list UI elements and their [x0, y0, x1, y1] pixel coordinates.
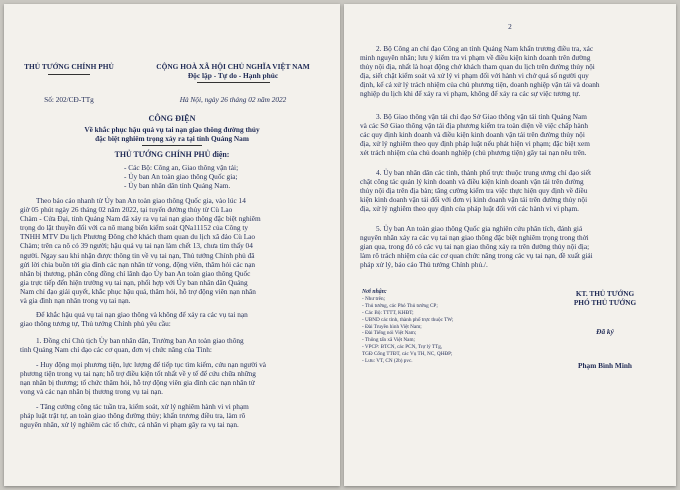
text-line: pháp xử lý, báo cáo Thủ tướng Chính phủ./. — [360, 260, 488, 270]
text-line: Chàm - Cửa Đại, tỉnh Quảng Nam đã xảy ra vụ tai nạn giao thông đặc biệt nghiêm — [20, 214, 261, 224]
header-left-underline — [48, 74, 90, 75]
recipient-item: - Các Bộ: Công an, Giao thông vận tải; — [124, 163, 239, 172]
text-line: chặt công tác quản lý kinh doanh và điều kiện kinh doanh vận tải trên đường — [360, 177, 584, 187]
signed-note: Đã ký — [596, 327, 614, 336]
text-line: vong và các nạn nhân bị thương trong vụ tai nạn. — [20, 387, 163, 397]
recipient-item: - Thông tấn xã Việt Nam; — [362, 337, 415, 344]
text-line: nhân bị thương, phân công đồng chí lãnh đạo Ủy ban An toàn giao thông Quốc — [20, 268, 251, 278]
sender-line: THỦ TƯỚNG CHÍNH PHỦ điện: — [114, 150, 230, 159]
recipient-item: - UBND các tỉnh, thành phố trực thuộc TW; — [362, 316, 454, 323]
text-line: giao thông tương tự, Thủ tướng Chính phủ yêu cầu: — [20, 319, 171, 329]
text-line: gia trực tiếp đến hiện trường vụ tai nạn, phối hợp với Ủy ban nhân dân Quảng — [20, 277, 248, 287]
text-line: gian qua, trong đó có các vụ tai nạn giao thông xảy ra trên đường thủy nội địa; — [360, 242, 590, 252]
text-line: thủy nội địa, nhất là hoạt động chở khách tham quan du lịch trên đường thủy nội — [360, 62, 595, 72]
text-line: 1. Đồng chí Chủ tịch Ủy ban nhân dân, Trưởng ban An toàn giao thông — [36, 336, 244, 345]
recipient-item: - Các Bộ: TTTT, KHĐT; — [362, 309, 414, 316]
text-line: địa, xử lý nghiêm theo quy định của pháp luật đối với các hành vi vi phạm. — [360, 204, 579, 214]
page-number: 2 — [508, 22, 512, 31]
text-line: trọng do lật thuyền đối với ca nô mang biển kiểm soát QNa11152 của Công ty — [20, 223, 249, 233]
document-page-1 — [4, 4, 340, 486]
recipient-item: - Như trên; — [362, 295, 385, 302]
issuing-authority: THỦ TƯỚNG CHÍNH PHỦ — [24, 62, 114, 71]
recipient-item: - Lưu: VT, CN (2b) pvc. — [362, 358, 413, 365]
text-line: 5. Ủy ban An toàn giao thông Quốc gia nghiên cứu phân tích, đánh giá — [376, 224, 583, 233]
text-line: Chàm; trên ca nô có 39 người; hậu quả vụ tai nạn làm chết 13, chưa tìm thấy 04 — [20, 241, 253, 251]
recipient-item: - Thủ tướng, các Phó Thủ tướng CP; — [362, 302, 438, 309]
text-line: - Tăng cường công tác tuần tra, kiểm soát, xử lý nghiêm hành vi vi phạm — [36, 402, 249, 411]
text-line: tỉnh Quảng Nam chỉ đạo các cơ quan, đơn vị chức năng của Tỉnh: — [20, 345, 212, 355]
document-type: CÔNG ĐIỆN — [148, 114, 196, 123]
signature-title-2: PHÓ THỦ TƯỚNG — [573, 298, 637, 307]
paragraph-report — [20, 196, 332, 305]
paragraph-item-5 — [360, 224, 668, 269]
text-line: 3. Bộ Giao thông vận tải chỉ đạo Sở Giao thông vận tải tỉnh Quảng Nam — [376, 112, 587, 121]
text-line: định, kể cả xử lý trách nhiệm của chủ phương tiện, doanh nghiệp vận tải và doanh — [360, 80, 600, 90]
subject-line-1: Về khắc phục hậu quả vụ tai nạn giao thông đường thủy — [84, 125, 260, 134]
paragraph-item-1 — [20, 336, 332, 354]
text-line: người. Ngay sau khi nhận được thông tin về vụ tai nạn, Thủ tướng Chính phủ đã — [20, 250, 255, 260]
text-line: TNHH MTV Du lịch Phương Đông chở khách tham quan du lịch xã đảo Cù Lao — [20, 232, 256, 242]
recipient-item: - Ủy ban An toàn giao thông Quốc gia; — [124, 172, 238, 182]
place-date: Hà Nội, ngày 26 tháng 02 năm 2022 — [179, 95, 287, 104]
text-line: xét trách nhiệm của chủ doanh nghiệp (chủ phương tiện) gây tai nạn nêu trên. — [360, 148, 587, 158]
text-line: Theo báo cáo nhanh từ Ủy ban An toàn giao thông Quốc gia, vào lúc 14 — [36, 196, 246, 205]
text-line: và các Sở Giao thông vận tải địa phương kiểm tra toàn diện về việc chấp hành — [360, 121, 589, 131]
header-right-underline — [197, 82, 270, 83]
recipient-item: - Đài Truyền hình Việt Nam; — [362, 323, 422, 330]
text-line: địa, siết chặt kiểm soát và xử lý vi phạm đối với hành vi chở quá số người quy — [360, 71, 589, 81]
text-line: - Huy động mọi phương tiện, lực lượng để tiếp tục tìm kiếm, cứu nạn người và — [36, 360, 266, 369]
text-line: làm rõ trách nhiệm của các cơ quan chức năng trong các vụ tai nạn, đề xuất giải — [360, 251, 593, 261]
national-title: CỘNG HOÀ XÃ HỘI CHỦ NGHĨA VIỆT NAM — [156, 62, 310, 71]
text-line: gửi lời chia buồn tới gia đình các nạn nhân tử vong, động viên, thăm hỏi các nạn — [20, 259, 256, 269]
text-line: Nam chỉ đạo giải quyết, khắc phục hậu quả, thăm hỏi, hỗ trợ động viên nạn nhân — [20, 286, 256, 296]
text-line: địa, xử lý nghiêm theo quy định pháp luật nếu phát hiện vi phạm; đặc biệt xem — [360, 139, 590, 149]
text-line: phương tiện trong vụ tai nạn; hỗ trợ điều kiện tốt nhất về y tế để cứu chữa những — [20, 369, 256, 379]
recipient-item: TGĐ Cổng TTĐT, các Vụ TH, NC, QHĐP; — [362, 351, 453, 358]
subject-line-2: đặc biệt nghiêm trọng xảy ra tại tỉnh Quảng Nam — [95, 134, 249, 143]
paragraph-item-1a — [20, 360, 332, 396]
recipient-item: - VPCP: BTCN, các PCN, Trợ lý TTg, — [362, 344, 443, 351]
text-line: minh nguyên nhân; lưu ý kiểm tra vi phạm về điều kiện kinh doanh trên đường — [360, 53, 591, 63]
paragraph-request-intro — [20, 310, 332, 328]
text-line: nguyên nhân xảy ra các vụ tai nạn giao thông đặc biệt nghiêm trọng trong thời — [360, 233, 589, 243]
signature-title-1: KT. THỦ TƯỚNG — [575, 289, 635, 298]
recipients-title: Nơi nhận: — [362, 289, 387, 295]
text-line: nghiệp du lịch khi để xảy ra vi phạm, không để xảy ra các sự việc tương tự. — [360, 89, 581, 99]
text-line: và gia đình nạn nhân trong vụ tai nạn. — [20, 296, 131, 306]
paragraph-item-3 — [360, 112, 668, 157]
text-line: pháp luật trật tự, an toàn giao thông đường thủy; khẩn trương điều tra, làm rõ — [20, 411, 246, 421]
recipient-item: - Ủy ban nhân dân tỉnh Quảng Nam. — [124, 181, 231, 191]
text-line: Để khắc hậu quả vụ tai nạn giao thông và không để xảy ra các vụ tai nạn — [36, 310, 248, 319]
text-line: các quy định kinh doanh và điều kiện kinh doanh vận tải trên đường thủy nội — [360, 130, 585, 140]
text-line: 2. Bộ Công an chỉ đạo Công an tỉnh Quảng Nam khẩn trương điều tra, xác — [376, 44, 594, 53]
recipient-list — [124, 163, 334, 190]
subject-underline — [142, 145, 202, 146]
text-line: kiện kinh doanh vận tải đối với đơn vị kinh doanh vận tải trên đường thủy nội — [360, 195, 588, 205]
paragraph-item-2 — [360, 44, 668, 99]
recipient-item: - Đài Tiếng nói Việt Nam; — [362, 330, 417, 337]
text-line: 4. Ủy ban nhân dân các tỉnh, thành phố trực thuộc trung ương chỉ đạo siết — [376, 168, 592, 177]
signer-name: Phạm Bình Minh — [578, 361, 632, 370]
recipients-block — [362, 289, 542, 365]
paragraph-item-1b — [20, 402, 332, 429]
text-line: giờ 05 phút ngày 26 tháng 02 năm 2022, tại tuyến đường thủy từ Cù Lao — [20, 205, 233, 215]
national-motto: Độc lập - Tự do - Hạnh phúc — [187, 71, 279, 80]
document-number: Số: 202/CĐ-TTg — [44, 95, 94, 104]
text-line: thủy nội địa trên địa bàn; tăng cường kiểm tra việc thực hiện quy định về điều — [360, 186, 588, 196]
paragraph-item-4 — [360, 168, 668, 213]
text-line: nguyên nhân, xử lý nghiêm các tổ chức, cá nhân vi phạm gây ra vụ tai nạn. — [20, 420, 239, 430]
document-page-2 — [344, 4, 676, 486]
text-line: nạn nhân bị thương; tổ chức thăm hỏi, hỗ trợ động viên gia đình các nạn nhân tử — [20, 378, 255, 388]
